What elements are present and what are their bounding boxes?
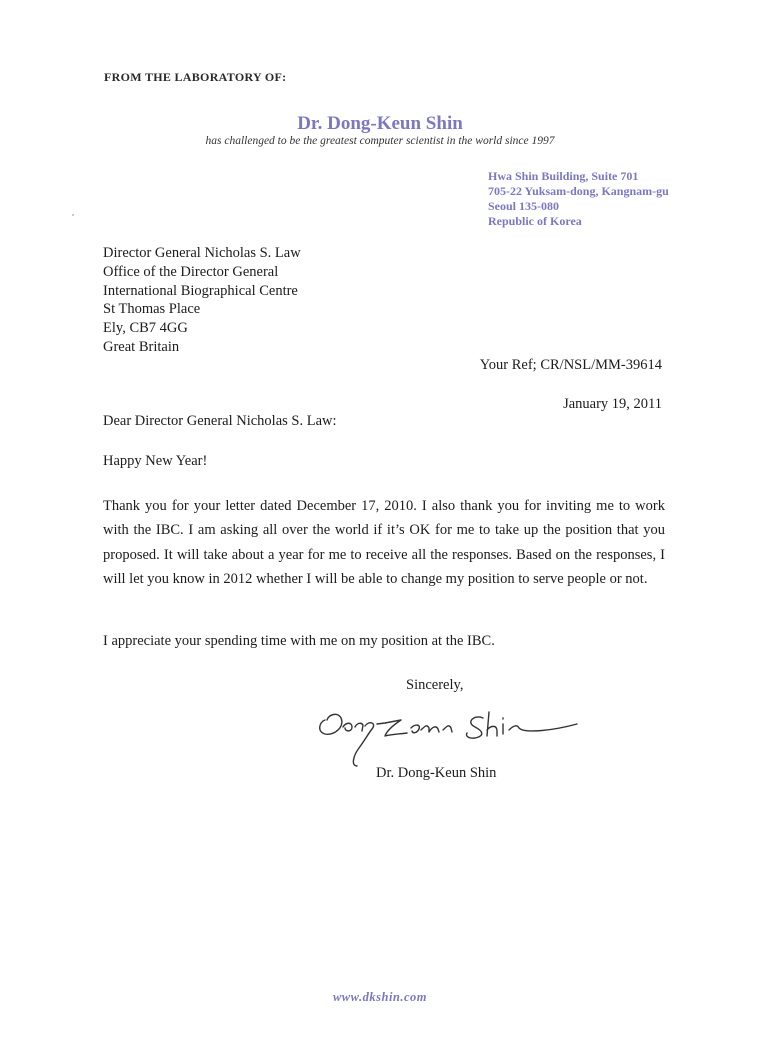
sender-address [488, 169, 669, 229]
signer-name: Dr. Dong-Keun Shin [376, 765, 497, 781]
reference-number: Your Ref; CR/NSL/MM-39614 [479, 357, 662, 373]
letterhead-name: Dr. Dong-Keun Shin [297, 113, 463, 134]
salutation: Dear Director General Nicholas S. Law: [103, 413, 337, 429]
address-line: 705-22 Yuksam-dong, Kangnam-gu [488, 184, 669, 198]
letter-date: January 19, 2011 [563, 396, 662, 412]
closing: Sincerely, [406, 677, 464, 693]
recipient-line: Office of the Director General [103, 263, 279, 280]
recipient-line: Ely, CB7 4GG [103, 320, 188, 337]
recipient-line: International Biographical Centre [103, 282, 298, 299]
address-line: Seoul 135-080 [488, 199, 560, 213]
address-line: Republic of Korea [488, 214, 582, 228]
recipient-line: St Thomas Place [103, 301, 201, 318]
appreciation-line: I appreciate your spending time with me on my position at the IBC. [103, 633, 495, 649]
body-paragraph: Thank you for your letter dated December 17, 2010. I also thank you for inviting me to work with the IBC. I am asking all over the world if it’s OK for me to take up the position that you proposed. It will take about a year for me to receive all the responses. Based on the responses, I will let you know in 2012 whether I will be able to change my position to serve people or not. [103, 498, 665, 587]
address-line: Hwa Shin Building, Suite 701 [488, 169, 639, 183]
recipient-line: Great Britain [103, 338, 180, 355]
greeting: Happy New Year! [103, 453, 208, 469]
lab-label: FROM THE LABORATORY OF: [104, 70, 287, 84]
handwritten-signature [315, 700, 590, 770]
footer-website: www.dkshin.com [332, 990, 428, 1004]
scan-speck [72, 214, 74, 216]
recipient-address [103, 244, 301, 357]
letterhead-tagline: has challenged to be the greatest computer scientist in the world since 1997 [205, 135, 555, 147]
recipient-line: Director General Nicholas S. Law [103, 245, 301, 261]
